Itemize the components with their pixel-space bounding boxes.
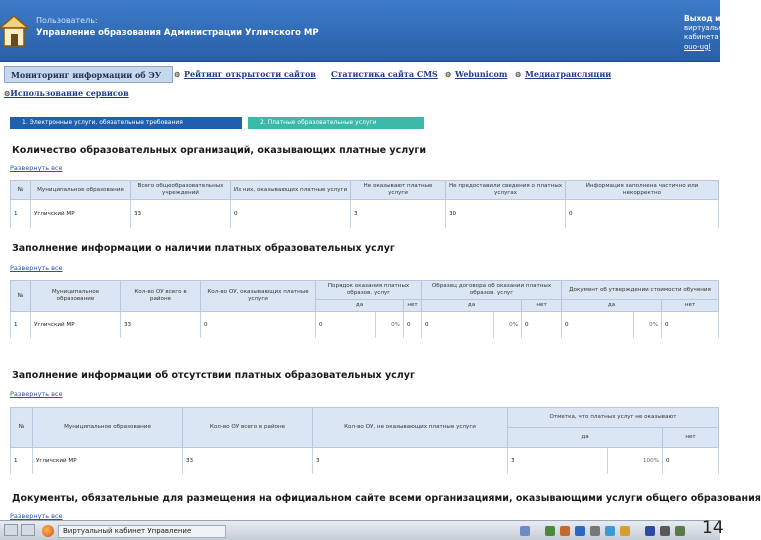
user-label: Пользователь: (36, 16, 98, 25)
nav-item-webunicom[interactable] (445, 69, 507, 79)
table-cell: Угличский МР (33, 448, 183, 474)
table-cell: 33 (121, 312, 201, 338)
no-paid-services-table (10, 407, 719, 474)
col-header: Муниципальное образование (33, 408, 183, 448)
col-header: Образец договора об оказании платных образов. услуг (422, 281, 562, 300)
table-cell: 0 (404, 312, 422, 338)
main-nav (0, 64, 720, 84)
table-cell: 33 (131, 200, 231, 228)
table-cell-percent: 0% (376, 312, 404, 338)
webunicom-icon: ⚙ (445, 70, 452, 79)
table-header-row (11, 281, 719, 300)
table-cell: 1 (11, 200, 31, 228)
expand-all-link-3[interactable]: Развернуть все (10, 390, 63, 398)
table-cell: 30 (446, 200, 566, 228)
table-row (11, 200, 719, 228)
nav-item-rating[interactable] (174, 69, 316, 79)
expand-all-link-2[interactable]: Развернуть все (10, 264, 63, 272)
table-cell: 0 (522, 312, 562, 338)
col-header: Информация заполнена частично или некорректно (566, 181, 719, 200)
table-cell: 0 (663, 448, 719, 474)
battery-icon[interactable] (675, 526, 685, 536)
volume-icon[interactable] (660, 526, 670, 536)
col-header: № (11, 181, 31, 200)
col-subheader-yes: да (316, 300, 404, 312)
home-logo-icon[interactable] (0, 8, 30, 54)
clock-icon[interactable] (590, 526, 600, 536)
col-header: Не оказывают платные услуги (351, 181, 446, 200)
bluetooth-icon[interactable] (645, 526, 655, 536)
col-subheader-no: нет (404, 300, 422, 312)
col-header: Кол-во ОУ всего в районе (183, 408, 313, 448)
table-header-row (11, 181, 719, 200)
col-header: Всего общеобразовательных учреждений (131, 181, 231, 200)
table-cell: 1 (11, 312, 31, 338)
col-subheader-yes: да (508, 428, 663, 448)
media-icon: ⚙ (515, 70, 522, 79)
nav-item-media-label: Медиатрансляции (525, 69, 612, 79)
col-header: Кол-во ОУ, не оказывающих платные услуги (313, 408, 508, 448)
table-cell: 33 (183, 448, 313, 474)
section-2-title: Заполнение информации о наличии платных образовательных услуг (12, 243, 395, 254)
table-header-row (11, 408, 719, 428)
update-icon[interactable] (545, 526, 555, 536)
col-subheader-yes: да (562, 300, 662, 312)
table-cell: 0 (201, 312, 316, 338)
nav-item-stats[interactable]: Статистика сайта CMS (331, 69, 438, 79)
taskbar-window-button[interactable]: Виртуальный кабинет Управление (58, 525, 226, 538)
table-cell: 3 (508, 448, 608, 474)
nav-item-media[interactable] (515, 69, 611, 79)
app-tray-icon[interactable] (560, 526, 570, 536)
slide-page-number: 14 (702, 518, 724, 538)
table-cell: 0 (231, 200, 351, 228)
services-icon: ⚙ (4, 89, 11, 98)
expand-all-link-1[interactable]: Развернуть все (10, 164, 63, 172)
settings-tray-icon[interactable] (605, 526, 615, 536)
table-row (11, 448, 719, 474)
organization-name: Управление образования Администрации Угличского МР (36, 28, 319, 38)
col-subheader-yes: да (422, 300, 522, 312)
col-subheader-no: нет (662, 300, 719, 312)
table-cell: 3 (351, 200, 446, 228)
col-header: Не предоставили сведения о платных услугах (446, 181, 566, 200)
rating-icon: ⚙ (174, 70, 181, 79)
table-cell: 3 (313, 448, 508, 474)
exit-line-1: виртуальн (684, 23, 723, 32)
paid-services-count-table (10, 180, 719, 228)
tab-paid-services[interactable]: 2. Платные образовательные услуги (248, 117, 424, 129)
section-3-title: Заполнение информации об отсутствии платных образовательных услуг (12, 370, 415, 381)
col-header: № (11, 281, 31, 312)
header-right-panel (684, 14, 725, 52)
table-row (11, 312, 719, 338)
section-4-title: Документы, обязательные для размещения на официальном сайте всеми организациями, оказывающими услуги общего образования (12, 493, 761, 504)
table-cell-percent: 0% (494, 312, 522, 338)
table-cell: Угличский МР (31, 312, 121, 338)
table-cell: 0 (566, 200, 719, 228)
tab-electronic-services[interactable]: 1. Электронные услуги, обязательные требования (10, 117, 242, 129)
nav-item-rating-label: Рейтинг открытости сайтов (184, 69, 316, 79)
table-cell: Угличский МР (31, 200, 131, 228)
lock-icon[interactable] (620, 526, 630, 536)
section-1-title: Количество образовательных организаций, оказывающих платные услуги (12, 145, 427, 156)
show-desktop-button[interactable] (4, 524, 18, 536)
nav-item-services-label: Использование сервисов (10, 88, 129, 98)
table-cell: 0 (562, 312, 634, 338)
paid-services-info-table (10, 280, 719, 338)
col-header: Муниципальное образование (31, 281, 121, 312)
exit-label[interactable]: Выход из (684, 14, 725, 23)
switch-windows-button[interactable] (21, 524, 35, 536)
expand-all-link-4[interactable]: Развернуть все (10, 512, 63, 520)
nav-item-services[interactable] (4, 88, 129, 98)
col-subheader-no: нет (522, 300, 562, 312)
col-header: Документ об утверждении стоимости обучения (562, 281, 719, 300)
exit-line-2: кабинета (684, 33, 719, 41)
col-header: Муниципальное образование (31, 181, 131, 200)
table-cell: 1 (11, 448, 33, 474)
table-cell: 0 (316, 312, 376, 338)
table-cell: 0 (662, 312, 719, 338)
col-header: № (11, 408, 33, 448)
col-header: Из них, оказывающих платные услуги (231, 181, 351, 200)
table-cell: 0 (422, 312, 494, 338)
col-header: Порядок оказания платных образов. услуг (316, 281, 422, 300)
col-subheader-no: нет (663, 428, 719, 448)
col-header: Отметка, что платных услуг не оказывают (508, 408, 719, 428)
table-cell-percent: 100% (608, 448, 663, 474)
table-cell-percent: 0% (634, 312, 662, 338)
info-icon[interactable] (575, 526, 585, 536)
firefox-icon[interactable] (42, 525, 54, 537)
col-header: Кол-во ОУ, оказывающих платные услуги (201, 281, 316, 312)
app-header (0, 0, 725, 62)
col-header: Кол-во ОУ всего в районе (121, 281, 201, 312)
network-icon[interactable] (520, 526, 530, 536)
nav-item-webunicom-label: Webunicom (455, 69, 508, 79)
nav-item-monitoring[interactable]: Мониторинг информации об ЭУ (4, 66, 173, 83)
account-link[interactable]: ouo-ugl (684, 42, 711, 51)
os-taskbar (0, 520, 720, 540)
